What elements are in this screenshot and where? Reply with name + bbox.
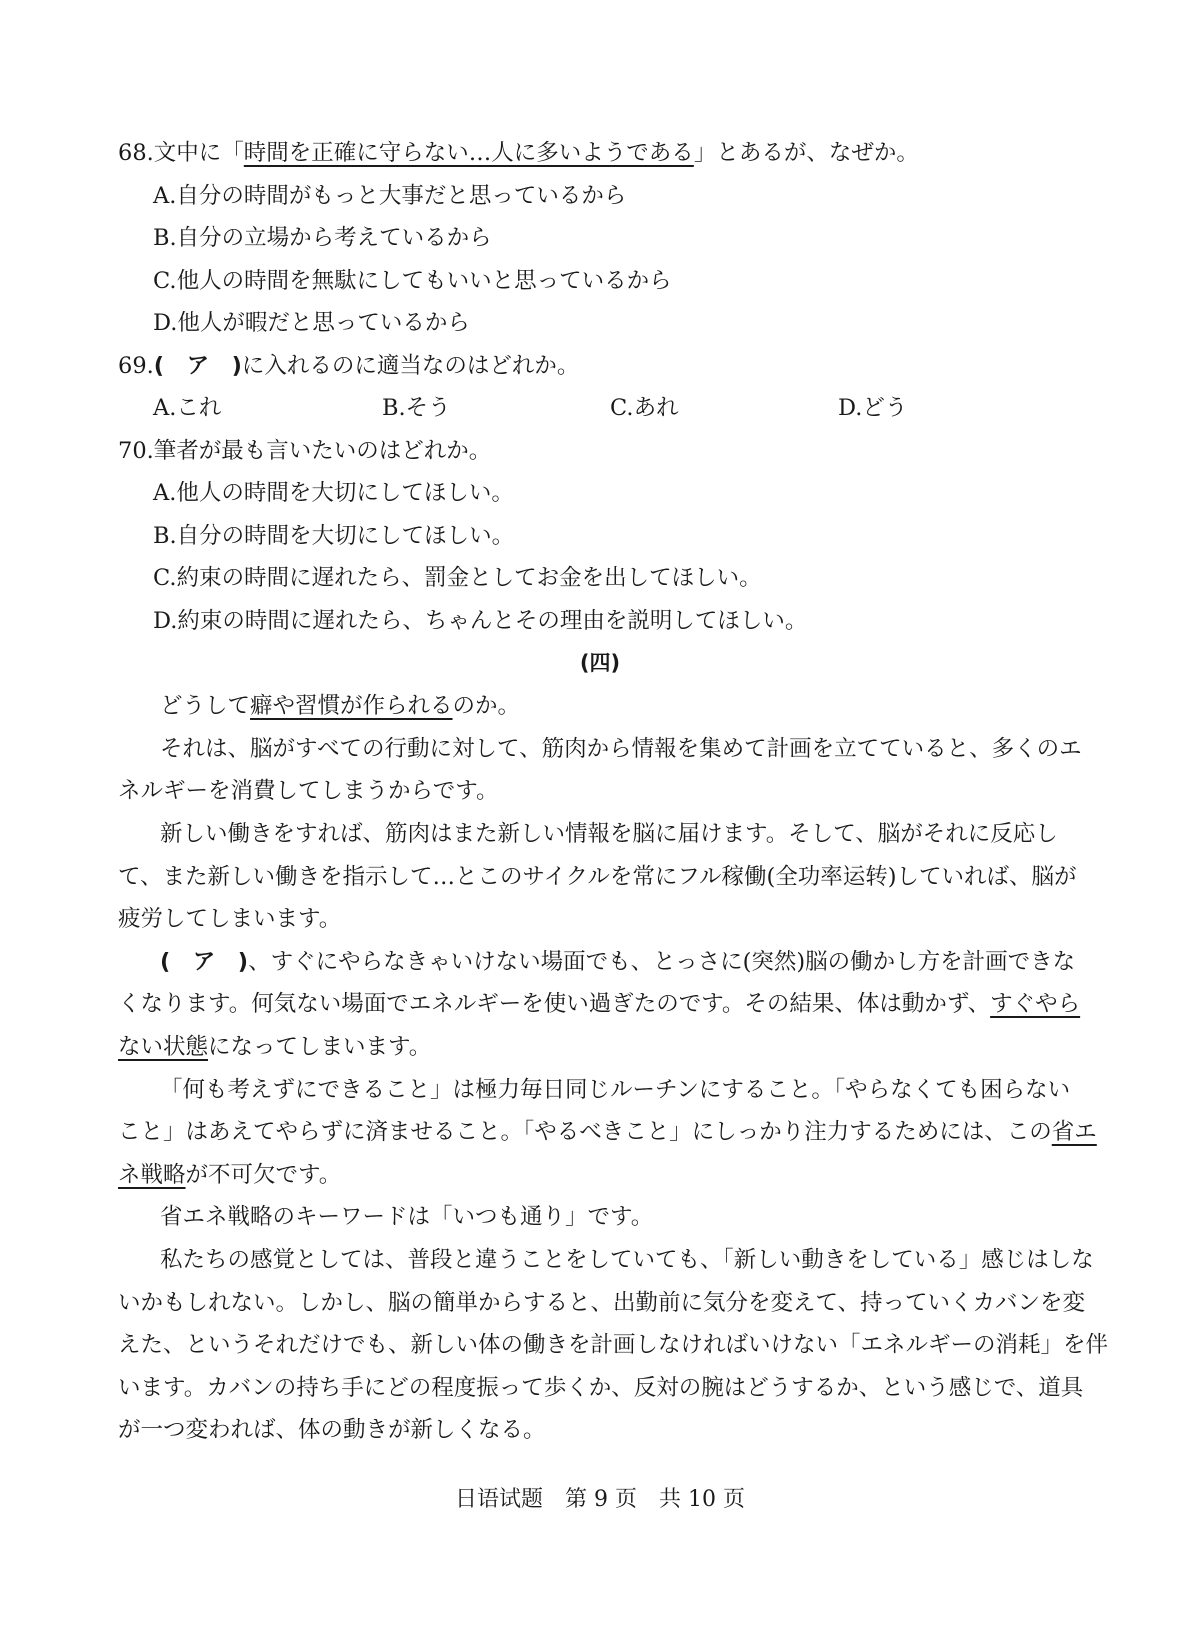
q69-option-b: B.そう — [382, 395, 451, 421]
passage-p4-line3 — [118, 1031, 431, 1063]
passage-p5-line3 — [118, 1159, 341, 1191]
p4-blank: ( ア ) — [160, 949, 249, 975]
passage-p3-line1: 新しい働きをすれば、筋肉はまた新しい情報を脳に届けます。そして、脳がそれに反応し — [160, 821, 1058, 847]
section-title: (四) — [579, 651, 621, 675]
q68-option-b: B.自分の立場から考えているから — [153, 225, 492, 251]
passage-p2-line1: それは、脳がすべての行動に対して、筋肉から情報を集めて計画を立てていると、多くのエ — [160, 736, 1082, 762]
page-footer: 日语试题 第 9 页 共 10 页 — [455, 1487, 745, 1512]
p4-underlined-end: ない状態 — [118, 1034, 209, 1060]
p1-post: のか。 — [452, 693, 521, 719]
passage-p1 — [160, 690, 520, 722]
q70-option-d: D.約束の時間に遅れたら、ちゃんとその理由を説明してほしい。 — [153, 608, 808, 634]
q70-option-a: A.他人の時間を大切にしてほしい。 — [153, 480, 514, 506]
p1-underlined: 癖や習慣が作られる — [250, 693, 453, 719]
q70-option-b: B.自分の時間を大切にしてほしい。 — [153, 523, 515, 549]
q69-stem — [118, 350, 579, 382]
passage-p4-line2 — [118, 988, 1080, 1020]
passage-p7-line5: が一つ変われば、体の動きが新しくなる。 — [118, 1417, 546, 1443]
q70-stem: 70.筆者が最も言いたいのはどれか。 — [118, 438, 492, 464]
p4-line1-text: 、すぐにやらなきゃいけない場面でも、とっさに(突然)脳の働かし方を計画できな — [248, 949, 1076, 975]
p4-line3-text: になってしまいます。 — [208, 1034, 432, 1060]
p4-underlined-start: すぐやら — [990, 991, 1081, 1017]
p1-pre: どうして — [160, 693, 251, 719]
passage-p4-line1 — [160, 946, 1075, 978]
p5-line3-text: が不可欠です。 — [185, 1162, 342, 1188]
q68-option-c: C.他人の時間を無駄にしてもいいと思っているから — [153, 268, 672, 294]
passage-p7-line4: います。カバンの持ち手にどの程度振って歩くか、反対の腕はどうするか、という感じで、道具 — [118, 1375, 1084, 1401]
q69-stem-text: に入れるのに適当なのはどれか。 — [241, 353, 580, 379]
q68-underlined-quote: 時間を正確に守らない…人に多いようである — [243, 140, 694, 166]
q68-option-d: D.他人が暇だと思っているから — [153, 310, 470, 336]
q68-prefix: 68.文中に「 — [118, 140, 244, 166]
q69-option-a: A.これ — [153, 395, 222, 421]
passage-p3-line3: 疲労してしまいます。 — [118, 906, 342, 932]
q68-option-a: A.自分の時間がもっと大事だと思っているから — [153, 183, 627, 209]
q69-blank: ( ア ) — [153, 353, 242, 379]
p5-underlined-end: ネ戦略 — [118, 1162, 186, 1188]
passage-p7-line1: 私たちの感覚としては、普段と違うことをしていても、「新しい動きをしている」感じはしな — [160, 1247, 1094, 1273]
q68-suffix: 」とあるが、なぜか。 — [693, 140, 919, 166]
p5-line2-text: こと」はあえてやらずに済ませること。「やるべきこと」にしっかり注力するためには、この — [118, 1119, 1052, 1145]
q68-stem — [118, 137, 919, 169]
passage-p7-line3: えた、というそれだけでも、新しい体の働きを計画しなければいけない「エネルギーの消耗」を伴 — [118, 1332, 1109, 1358]
passage-p3-line2: て、また新しい働きを指示して…とこのサイクルを常にフル稼働(全功率运转)していれば、脳が — [118, 864, 1077, 890]
q69-option-d: D.どう — [838, 395, 908, 421]
passage-p7-line2: いかもしれない。しかし、脳の簡単からすると、出勤前に気分を変えて、持っていくカバンを変 — [118, 1290, 1086, 1316]
passage-p5-line1: 「何も考えずにできること」は極力毎日同じルーチンにすること。「やらなくても困らない — [160, 1077, 1071, 1103]
q70-option-c: C.約束の時間に遅れたら、罰金としてお金を出してほしい。 — [153, 565, 762, 591]
passage-p5-line2 — [118, 1116, 1097, 1148]
passage-p2-line2: ネルギーを消費してしまうからです。 — [118, 778, 499, 804]
q69-number: 69. — [118, 353, 154, 379]
p5-underlined-start: 省エ — [1051, 1119, 1097, 1145]
passage-p6: 省エネ戦略のキーワードは「いつも通り」です。 — [160, 1204, 654, 1230]
p4-line2-text: くなります。何気ない場面でエネルギーを使い過ぎたのです。その結果、体は動かず、 — [118, 991, 991, 1017]
q69-option-c: C.あれ — [610, 395, 679, 421]
